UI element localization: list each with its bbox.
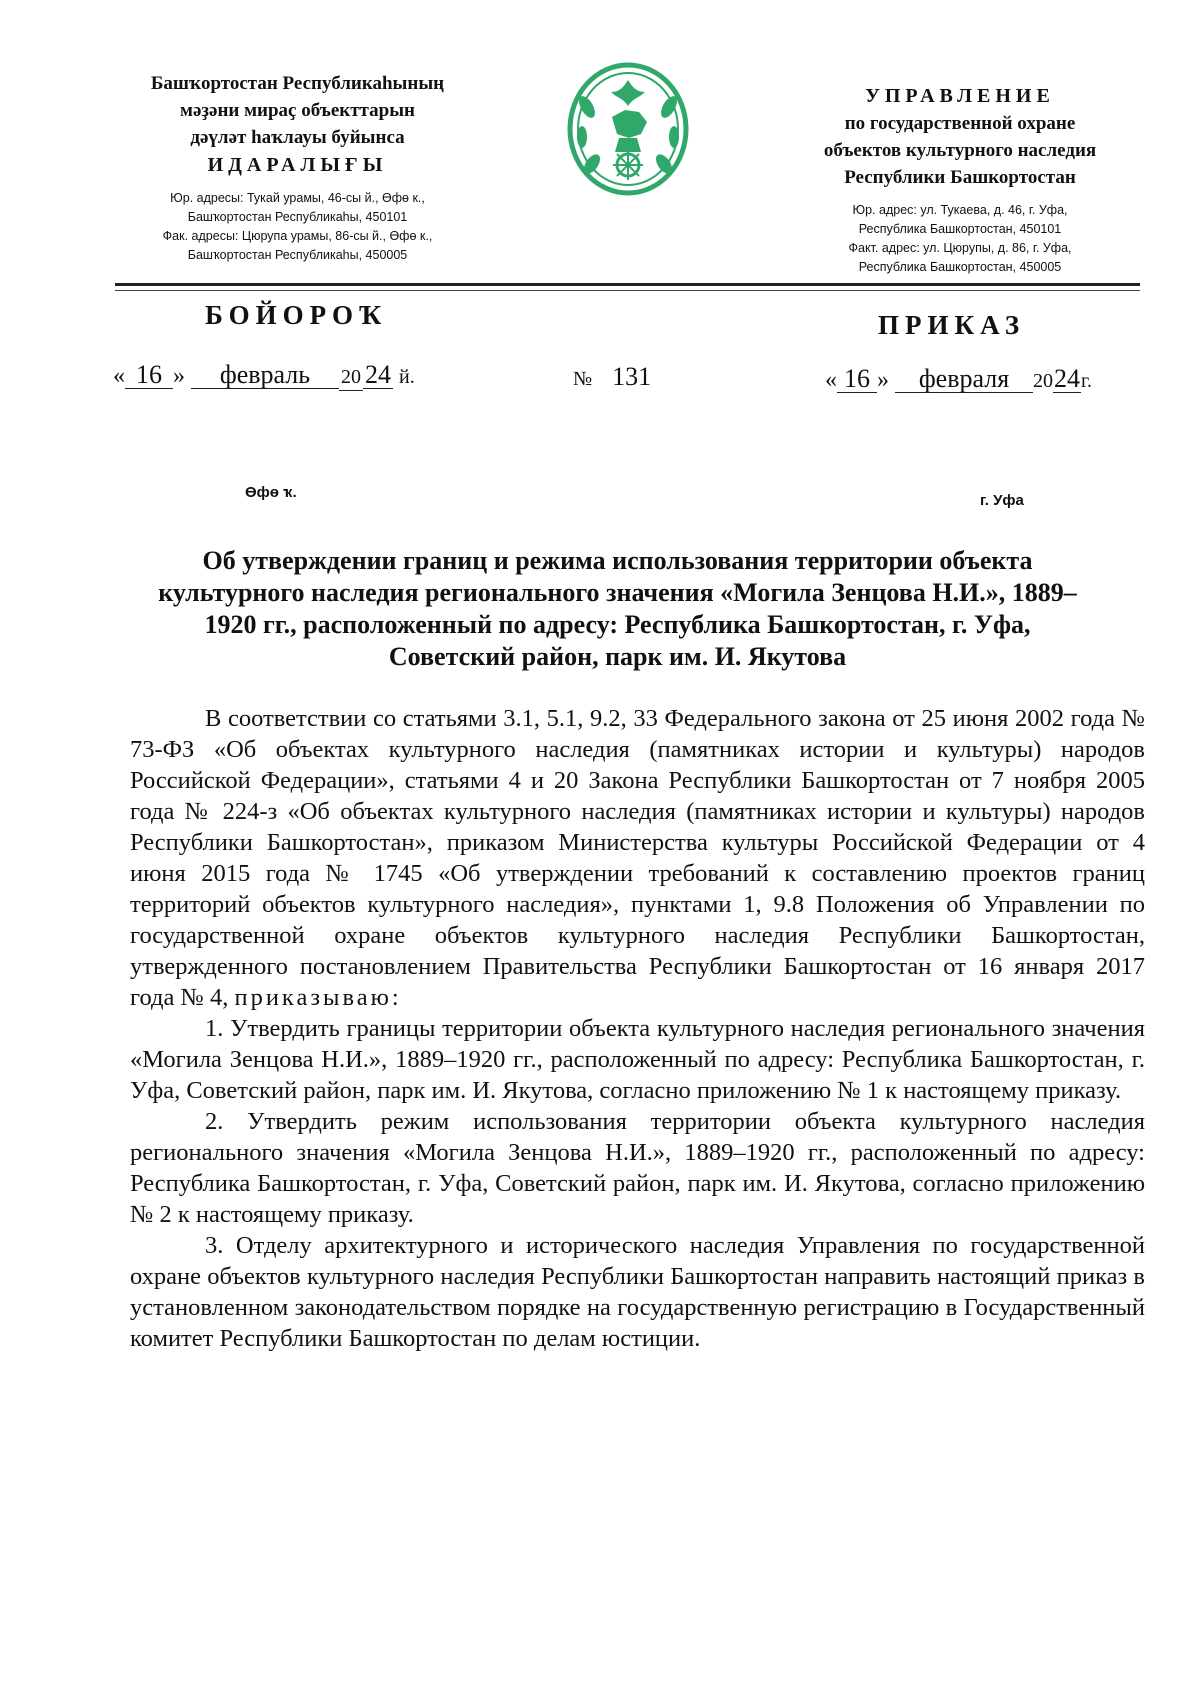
bashkir-org-line-1: Башҡортостан Республикаһының xyxy=(150,73,445,94)
order-number xyxy=(573,362,651,392)
bashkir-address-line-4: Башҡортостан Республикаһы, 450005 xyxy=(187,248,408,262)
header-rule-thin xyxy=(115,290,1140,291)
bashkir-date-day: 16 xyxy=(125,362,173,389)
russian-org-line-2: объектов культурного наследия xyxy=(823,140,1097,161)
russian-date-year-suffix: 24 xyxy=(1054,364,1080,393)
russian-org-line-1: по государственной охране xyxy=(844,113,1076,134)
bashkir-date-month: февраль xyxy=(191,362,339,389)
russian-date-suffix: г. xyxy=(1081,370,1092,392)
russian-date-day: 16 xyxy=(837,366,877,393)
bashkir-date xyxy=(113,362,415,391)
bashkir-date-open-quote: « xyxy=(113,363,125,389)
bashkir-order-title: БОЙОРОҠ xyxy=(205,300,388,330)
order-item-1: 1. Утвердить границы территории объекта культурного наследия регионального значения «Могила Зенцова Н.И.», 1889–1920 гг., расположенный по адресу: Республика Башкортостан, г. Уфа, Советский район, парк им. И. Якутова, согласно приложению № 1 к настоящему приказу. xyxy=(130,1015,1145,1104)
order-item-2: 2. Утвердить режим использования территории объекта культурного наследия регионального значения «Могила Зенцова Н.И.», 1889–1920 гг., расположенный по адресу: Республика Башкортостан, г. Уфа, Советский район, парк им. И. Якутова, согласно приложению № 2 к настоящему приказу. xyxy=(130,1108,1145,1228)
russian-address xyxy=(775,201,1145,277)
bashkir-address xyxy=(110,189,485,265)
bashkir-org-line-2: мәҙәни мираҫ объекттарын xyxy=(180,100,415,121)
bashkir-address-line-1: Юр. адресы: Тукай урамы, 46-сы й., Өфө к., xyxy=(170,191,425,205)
russian-address-line-3: Факт. адрес: ул. Цюрупы, д. 86, г. Уфа, xyxy=(848,241,1072,255)
russian-date xyxy=(825,366,1092,394)
header-rule-thick xyxy=(115,283,1140,286)
preamble-text: В соответствии со статьями 3.1, 5.1, 9.2, 33 Федерального закона от 25 июня 2002 года № 73-ФЗ «Об объектах культурного наследия (памятниках истории и культуры) народов Российской Федерации», статьями 4 и 20 Закона Республики Башкортостан от 7 ноября 2005 года № 224-з «Об объектах культурного наследия (памятниках истории и культуры) народов Республики Башкортостан», приказом Министерства культуры Российской Федерации от 4 июня 2015 года № 1745 «Об утверждении требований к составлению проектов границ территорий объектов культурного наследия», пунктами 1, 9.8 Положения об Управлении по государственной охране объектов культурного наследия Республики Башкортостан, утвержденного постановлением Правительства Республики Башкортостан от 16 января 2017 года № 4, xyxy=(130,705,1145,1011)
russian-order-title: ПРИКАЗ xyxy=(878,310,1026,340)
russian-date-open-quote: « xyxy=(825,367,837,393)
bashkir-address-line-3: Фак. адресы: Цюрупа урамы, 86-сы й., Өфө к., xyxy=(162,229,433,243)
header-bashkir xyxy=(110,70,485,265)
document-body xyxy=(130,703,1145,1354)
russian-org-name: УПРАВЛЕНИЕ xyxy=(865,85,1055,107)
bashkir-city: Өфө ҡ. xyxy=(245,484,297,501)
preamble-paragraph xyxy=(130,703,1145,1013)
russian-date-close-quote: » xyxy=(877,367,889,393)
bashkir-address-line-2: Башҡортостан Республикаһы, 450101 xyxy=(187,210,408,224)
russian-date-month: февраля xyxy=(895,366,1033,393)
bashkir-date-suffix: й. xyxy=(399,366,415,388)
bashkir-date-close-quote: » xyxy=(173,363,185,389)
bashkir-org-name: ИДАРАЛЫҒЫ xyxy=(207,154,388,176)
russian-address-line-1: Юр. адрес: ул. Тукаева, д. 46, г. Уфа, xyxy=(852,203,1068,217)
russian-org-line-3: Республики Башкортостан xyxy=(844,167,1076,188)
bashkir-date-year-suffix: 24 xyxy=(365,360,391,389)
coat-of-arms-graphic xyxy=(567,62,689,197)
order-item-3: 3. Отделу архитектурного и исторического наследия Управления по государственной охране объектов культурного наследия Республики Башкортостан направить настоящий приказ в установленном законодательством порядке на государственную регистрацию в Государственный комитет Республики Башкортостан по делам юстиции. xyxy=(130,1232,1145,1352)
order-word: приказываю: xyxy=(234,984,402,1011)
order-number-label: № xyxy=(573,368,593,390)
russian-date-year-prefix: 20 xyxy=(1033,370,1053,392)
russian-address-line-2: Республика Башкортостан, 450101 xyxy=(858,222,1062,236)
russian-city: г. Уфа xyxy=(980,492,1024,509)
header-russian xyxy=(775,82,1145,277)
russian-address-line-4: Республика Башкортостан, 450005 xyxy=(858,260,1062,274)
bashkir-org-line-3: дәүләт һаҡлауы буйынса xyxy=(190,127,405,148)
order-number-value: 131 xyxy=(612,362,652,391)
document-title: Об утверждении границ и режима использования территории объекта культурного наследия регионального значения «Могила Зенцова Н.И.», 1889–1920 гг., расположенный по адресу: Республика Башкортостан, г. Уфа, Советский район, парк им. И. Якутова xyxy=(158,546,1077,671)
bashkir-date-year-prefix: 20 xyxy=(339,364,363,391)
coat-of-arms-icon xyxy=(567,62,689,197)
